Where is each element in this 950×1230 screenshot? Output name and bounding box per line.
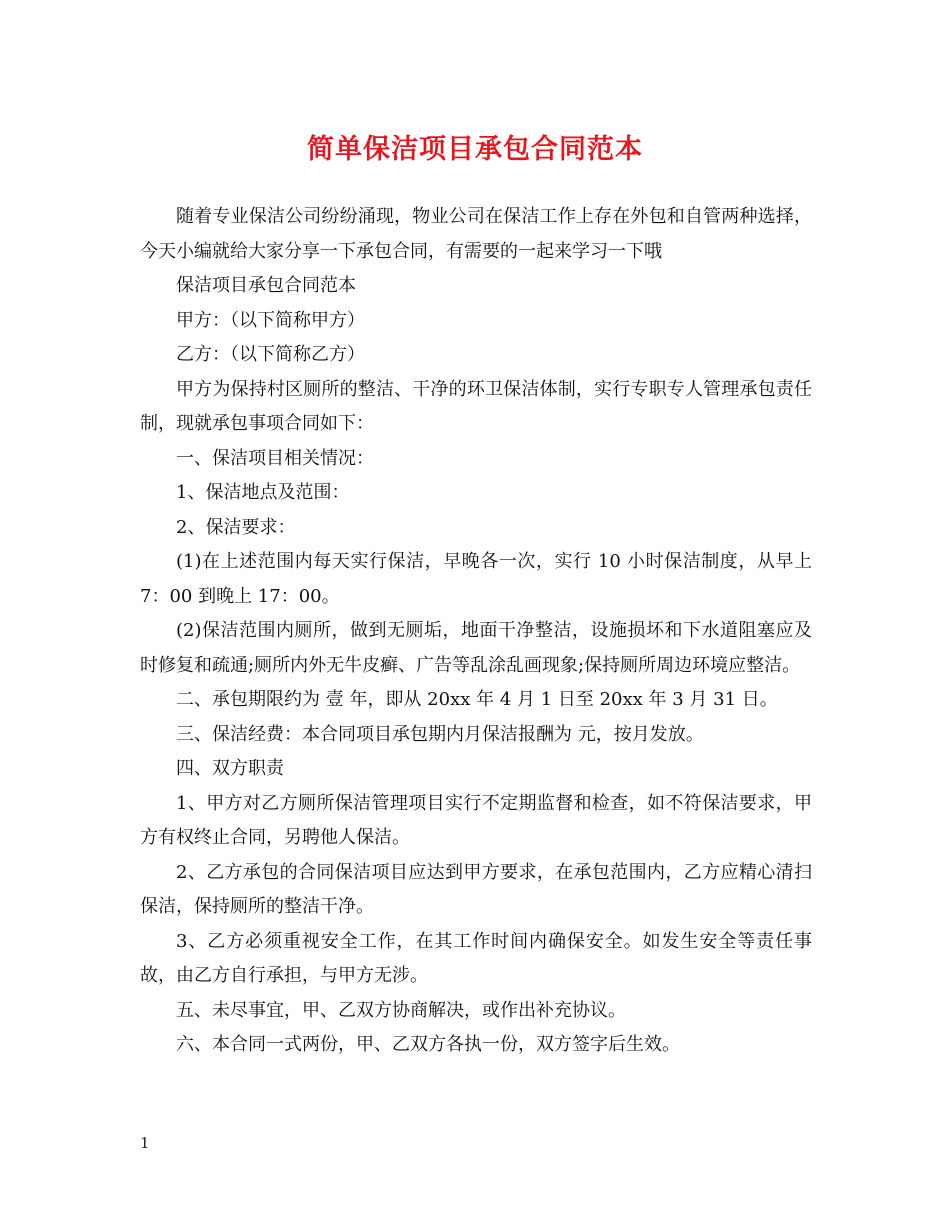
- clause-requirement-2: (2)保洁范围内厕所，做到无厕垢，地面干净整洁，设施损坏和下水道阻塞应及时修复和疏通;厕所内外无牛皮癣、广告等乱涂乱画现象;保持厕所周边环境应整洁。: [140, 620, 812, 676]
- section-heading-1: 一、保洁项目相关情况：: [176, 447, 374, 469]
- duty-clause-1: 1、甲方对乙方厕所保洁管理项目实行不定期监督和检查，如不符保洁要求，甲方有权终止合同，另聘他人保洁。: [140, 792, 812, 848]
- section-heading-6: 六、本合同一式两份，甲、乙双方各执一份，双方签字后生效。: [176, 1034, 680, 1055]
- paragraph-party-a: 甲方：（以下简称甲方）: [176, 309, 365, 331]
- document-body: [140, 200, 818, 1063]
- paragraph-preamble: 甲方为保持村区厕所的整洁、干净的环卫保洁体制，实行专职专人管理承包责任制，现就承包事项合同如下：: [140, 378, 812, 434]
- duty-clause-2: 2、乙方承包的合同保洁项目应达到甲方要求，在承包范围内，乙方应精心清扫保洁，保持厕所的整洁干净。: [140, 861, 812, 917]
- clause-location: 1、保洁地点及范围：: [176, 482, 350, 503]
- section-heading-4: 四、双方职责: [176, 758, 284, 779]
- document-title: 简单保洁项目承包合同范本: [307, 134, 643, 165]
- duty-clause-3: 3、乙方必须重视安全工作，在其工作时间内确保安全。如发生安全等责任事故，由乙方自行承担，与甲方无涉。: [140, 930, 812, 986]
- section-heading-5: 五、未尽事宜，甲、乙双方协商解决，或作出补充协议。: [176, 999, 626, 1021]
- section-heading-2: 二、承包期限约为 壹 年，即从 20xx 年 4 月 1 日至 20xx 年 3 月 31 日。: [176, 689, 778, 710]
- section-heading-3: 三、保洁经费：本合同项目承包期内月保洁报酬为 元，按月发放。: [176, 723, 704, 745]
- paragraph-contract-name: 保洁项目承包合同范本: [176, 275, 356, 296]
- paragraph-party-b: 乙方：（以下简称乙方）: [176, 344, 365, 365]
- paragraph-intro: 随着专业保洁公司纷纷涌现，物业公司在保洁工作上存在外包和自管两种选择，今天小编就给大家分享一下承包合同，有需要的一起来学习一下哦: [140, 206, 812, 262]
- clause-requirements: 2、保洁要求：: [176, 516, 296, 538]
- clause-requirement-1: (1)在上述范围内每天实行保洁，早晚各一次，实行 10 小时保洁制度，从早上 7：00 到晚上 17：00。: [140, 551, 818, 607]
- page-number: 1: [140, 1134, 150, 1152]
